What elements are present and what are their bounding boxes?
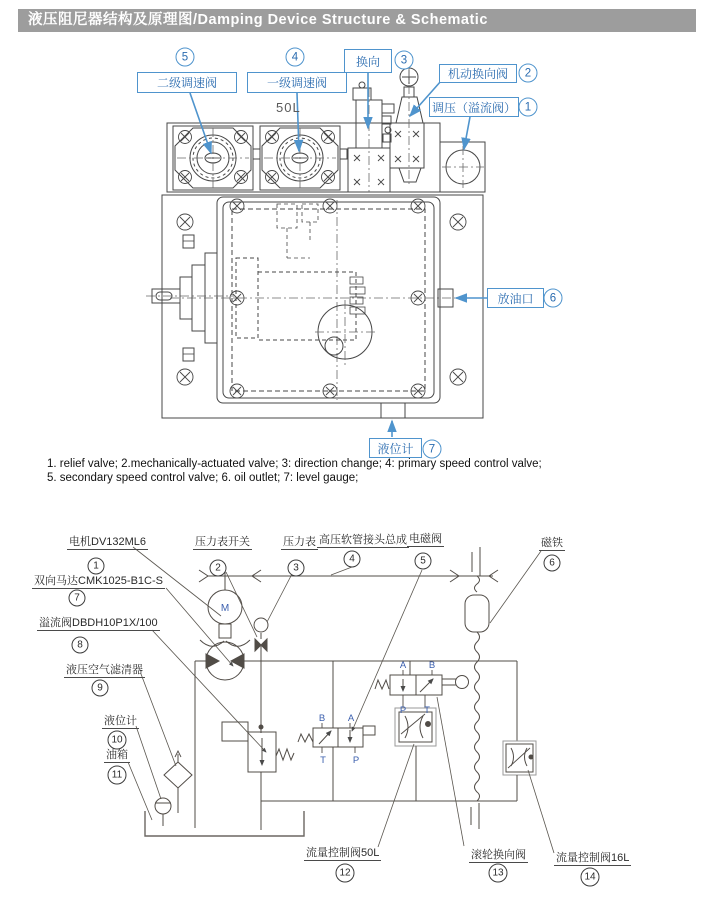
callout-number-5: 5 [176, 48, 195, 67]
legend-caption-line2: 5. secondary speed control valve; 6. oil outlet; 7: level gauge; [47, 472, 359, 484]
schematic-number-4: 4 [344, 551, 361, 568]
label-magnet: 磁铁 [541, 537, 563, 549]
label-motor: 电机DV132ML6 [69, 536, 147, 548]
schematic-number-5: 5 [415, 553, 432, 570]
callout-arrows [190, 73, 487, 437]
schematic-number-6: 6 [544, 555, 561, 572]
port-label: B [428, 660, 436, 671]
callout-oil-outlet: 放油口 [487, 288, 544, 308]
label-air-filter: 液压空气滤清器 [66, 664, 143, 676]
callout-number-7: 7 [423, 440, 442, 459]
label-flow-valve-16l: 流量控制阀16L [556, 852, 630, 864]
label-flow-valve-50l: 流量控制阀50L [306, 847, 380, 859]
schematic-number-1: 1 [88, 558, 105, 575]
label-oil-tank: 油箱 [106, 749, 128, 761]
schematic-number-7: 7 [69, 590, 86, 607]
label-roller-valve: 滚轮换向阀 [471, 849, 526, 861]
corner-bolt-icons [177, 214, 466, 385]
port-label: T [424, 705, 430, 716]
callout-level-gauge: 液位计 [369, 438, 422, 458]
port-label: B [318, 713, 326, 724]
legend-caption [47, 457, 542, 485]
schematic-number-10: 10 [108, 731, 127, 750]
volume-label: 50L [276, 100, 301, 115]
label-level-gauge: 液位计 [104, 715, 137, 727]
schematic-number-9: 9 [92, 680, 109, 697]
callout-secondary-speed-valve: 二级调速阀 [137, 72, 237, 93]
label-solenoid-valve: 电磁阀 [409, 533, 442, 545]
callout-direction-change: 换向 [344, 49, 392, 73]
port-label: A [347, 713, 355, 724]
lid-bolt-icons [230, 199, 425, 398]
structure-drawing [146, 68, 485, 418]
page-title: 液压阻尼器结构及原理图/Damping Device Structure & Schematic [18, 9, 696, 32]
callout-number-6: 6 [544, 289, 563, 308]
callout-number-1: 1 [519, 98, 538, 117]
schematic-number-12: 12 [336, 864, 355, 883]
schematic-number-13: 13 [489, 864, 508, 883]
label-hose-assembly: 高压软管接头总成 [319, 534, 407, 546]
label-gauge-switch: 压力表开关 [195, 536, 250, 548]
label-pressure-gauge: 压力表 [283, 536, 316, 548]
callout-primary-speed-valve: 一级调速阀 [247, 72, 347, 93]
motor-letter: M [220, 603, 230, 614]
port-label: P [399, 705, 407, 716]
callout-number-3: 3 [395, 51, 414, 70]
callout-mech-valve: 机动换向阀 [439, 64, 517, 83]
label-bidirectional-motor: 双向马达CMK1025-B1C-S [34, 575, 163, 587]
schematic-number-3: 3 [288, 560, 305, 577]
legend-caption-line1: 1. relief valve; 2.mechanically-actuated valve; 3: direction change; 4: primary speed control valve; [47, 458, 542, 470]
schematic-number-2: 2 [210, 560, 227, 577]
callout-number-4: 4 [286, 48, 305, 67]
port-label: T [320, 755, 326, 766]
callout-number-2: 2 [519, 64, 538, 83]
port-label: P [352, 755, 360, 766]
schematic-drawing [128, 547, 554, 853]
schematic-number-14: 14 [581, 868, 600, 887]
label-relief-valve: 溢流阀DBDH10P1X/100 [39, 617, 158, 629]
callout-relief-valve: 调压（溢流阀） [429, 97, 519, 117]
schematic-number-8: 8 [72, 637, 89, 654]
port-label: A [399, 660, 407, 671]
schematic-number-11: 11 [108, 766, 127, 785]
